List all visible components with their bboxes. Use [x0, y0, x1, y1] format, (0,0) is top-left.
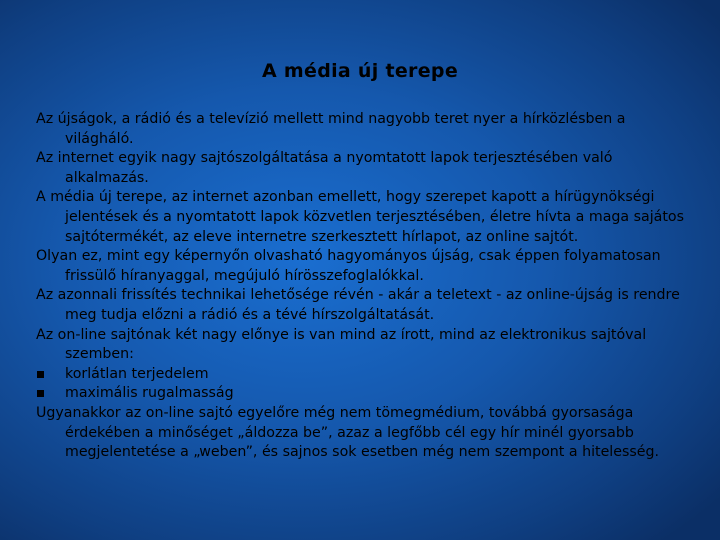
slide-body	[36, 110, 686, 463]
bullet-text: korlátlan terjedelem	[65, 365, 209, 382]
bullet-item-max-flexibility	[36, 384, 686, 404]
paragraph-instant-update: Az azonnali frissítés technikai lehetősége révén - akár a teletext - az online-újság is rendre meg tudja előzni a rádió és a tévé hírszolgáltatását.	[36, 287, 680, 323]
square-bullet-icon	[37, 371, 44, 378]
paragraph-internet-service: Az internet egyik nagy sajtószolgáltatása a nyomtatott lapok terjesztésében való alkalmazás.	[36, 150, 613, 186]
bullet-item-unlimited-length	[36, 365, 686, 385]
paragraph-new-terrain: A média új terepe, az internet azonban emellett, hogy szerepet kapott a hírügynökségi jelentések és a nyomtatott lapok közvetlen terjesztésében, életre hívta a maga sajátos sajtótermékét, az eleve internetre szerkesztett hírlapot, az online sajtót.	[36, 189, 684, 245]
bullet-text: maximális rugalmasság	[65, 385, 234, 402]
slide-title: A média új terepe	[261, 60, 459, 82]
paragraph-screen-newspaper: Olyan ez, mint egy képernyőn olvasható hagyományos újság, csak éppen folyamatosan frissülő híranyaggal, megújuló hírösszefoglalókkal.	[36, 248, 661, 284]
paragraph-advantages: Az on-line sajtónak két nagy előnye is van mind az írott, mind az elektronikus sajtóval szemben:	[36, 326, 647, 363]
paragraph-closing: Ugyanakkor az on-line sajtó egyelőre még nem tömegmédium, továbbá gyorsasága érdekében a minőséget „áldozza be”, azaz a legfőbb cél egy hír minél gyorsabb megjelentetése a „weben”, és sajnos sok esetben még nem szempont a hitelesség.	[36, 404, 660, 461]
paragraph-web-news: Az újságok, a rádió és a televízió mellett mind nagyobb teret nyer a hírközlésben a világháló.	[36, 111, 626, 147]
square-bullet-icon	[37, 390, 44, 397]
